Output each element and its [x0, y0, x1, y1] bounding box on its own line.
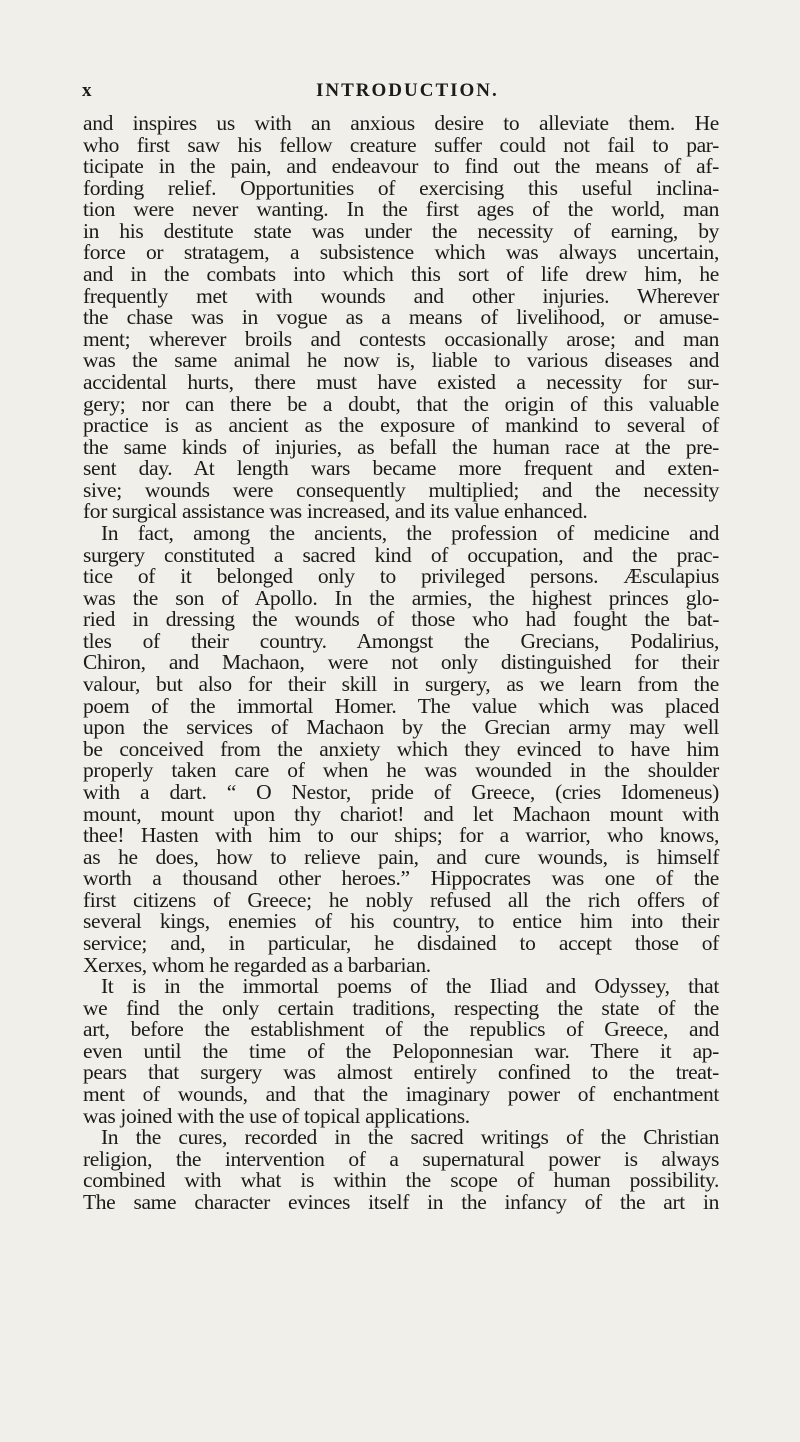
- text-line: for surgical assistance was increased, and its value enhanced.: [83, 499, 588, 524]
- text-line: ticipate in the pain, and endeavour to find out the means of af-: [83, 154, 719, 179]
- text-line: practice is as ancient as the exposure of mankind to several of: [83, 413, 719, 438]
- text-line: was joined with the use of topical applications.: [83, 1103, 470, 1128]
- text-line: service; and, in particular, he disdained to accept those of: [83, 930, 719, 955]
- text-line: It is in the immortal poems of the Iliad and Odyssey, that: [101, 974, 719, 999]
- text-line: upon the services of Machaon by the Grecian army may well: [83, 715, 719, 740]
- text-line: in his destitute state was under the necessity of earning, by: [83, 218, 719, 243]
- text-line: several kings, enemies of his country, to entice him into their: [83, 909, 719, 934]
- text-line: and inspires us with an anxious desire to alleviate them. He: [83, 111, 719, 135]
- running-title: INTRODUCTION.: [316, 80, 499, 101]
- text-line: be conceived from the anxiety which they evinced to have him: [83, 736, 719, 761]
- text-line: with a dart. “ O Nestor, pride of Greece, (cries Idomeneus): [83, 779, 719, 804]
- text-line: sive; wounds were consequently multiplied; and the necessity: [83, 477, 719, 502]
- text-line: the chase was in vogue as a means of livelihood, or amuse-: [83, 305, 719, 330]
- text-line: pears that surgery was almost entirely confined to the treat-: [83, 1060, 719, 1085]
- text-line: thee! Hasten with him to our ships; for a warrior, who knows,: [83, 823, 719, 848]
- text-line: we find the only certain traditions, respecting the state of the: [83, 995, 719, 1020]
- text-line: tles of their country. Amongst the Grecians, Podalirius,: [83, 628, 719, 653]
- text-line: ried in dressing the wounds of those who had fought the bat-: [83, 607, 719, 632]
- text-line: ment; wherever broils and contests occasionally arose; and man: [83, 326, 719, 351]
- text-line: religion, the intervention of a supernatural power is always: [83, 1146, 719, 1171]
- text-line: In the cures, recorded in the sacred writings of the Christian: [101, 1125, 719, 1150]
- text-line: accidental hurts, there must have existed a necessity for sur-: [83, 369, 719, 394]
- text-line: In fact, among the ancients, the profession of medicine and: [101, 520, 719, 545]
- text-line: and in the combats into which this sort of life drew him, he: [83, 262, 719, 287]
- text-line: valour, but also for their skill in surgery, as we learn from the: [83, 672, 719, 697]
- text-line: tice of it belonged only to privileged persons. Æsculapius: [83, 564, 719, 589]
- text-line: who first saw his fellow creature suffer could not fail to par-: [83, 132, 719, 157]
- text-line: as he does, how to relieve pain, and cure wounds, is himself: [83, 844, 719, 869]
- text-line: Chiron, and Machaon, were not only distinguished for their: [83, 650, 719, 675]
- text-line: was the son of Apollo. In the armies, the highest princes glo-: [83, 585, 719, 610]
- text-line: art, before the establishment of the republics of Greece, and: [83, 1017, 719, 1042]
- text-line: surgery constituted a sacred kind of occupation, and the prac-: [83, 542, 719, 567]
- body-text: [83, 113, 719, 1213]
- text-line: force or stratagem, a subsistence which was always uncertain,: [83, 240, 719, 265]
- text-line: first citizens of Greece; he nobly refused all the rich offers of: [83, 887, 719, 912]
- text-line: sent day. At length wars became more frequent and exten-: [83, 456, 719, 481]
- text-line: mount, mount upon thy chariot! and let Machaon mount with: [83, 801, 719, 826]
- text-line: gery; nor can there be a doubt, that the origin of this valuable: [83, 391, 719, 416]
- text-line: properly taken care of when he was wounded in the shoulder: [83, 758, 719, 783]
- text-line: even until the time of the Peloponnesian war. There it ap-: [83, 1038, 719, 1063]
- text-line: worth a thousand other heroes.” Hippocrates was one of the: [83, 866, 719, 891]
- text-line: the same kinds of injuries, as befall the human race at the pre-: [83, 434, 719, 459]
- text-line: was the same animal he now is, liable to various diseases and: [83, 348, 719, 373]
- page-number: x: [82, 80, 94, 101]
- text-line: poem of the immortal Homer. The value which was placed: [83, 693, 719, 718]
- text-line: The same character evinces itself in the infancy of the art in: [83, 1189, 719, 1214]
- text-line: ment of wounds, and that the imaginary power of enchantment: [83, 1082, 719, 1107]
- running-head: [82, 80, 732, 104]
- text-line: combined with what is within the scope of human possibility.: [83, 1168, 719, 1193]
- text-line: fording relief. Opportunities of exercising this useful inclina-: [83, 175, 719, 200]
- text-line: tion were never wanting. In the first ages of the world, man: [83, 197, 719, 222]
- text-line: frequently met with wounds and other injuries. Wherever: [83, 283, 719, 308]
- text-line: Xerxes, whom he regarded as a barbarian.: [83, 952, 431, 977]
